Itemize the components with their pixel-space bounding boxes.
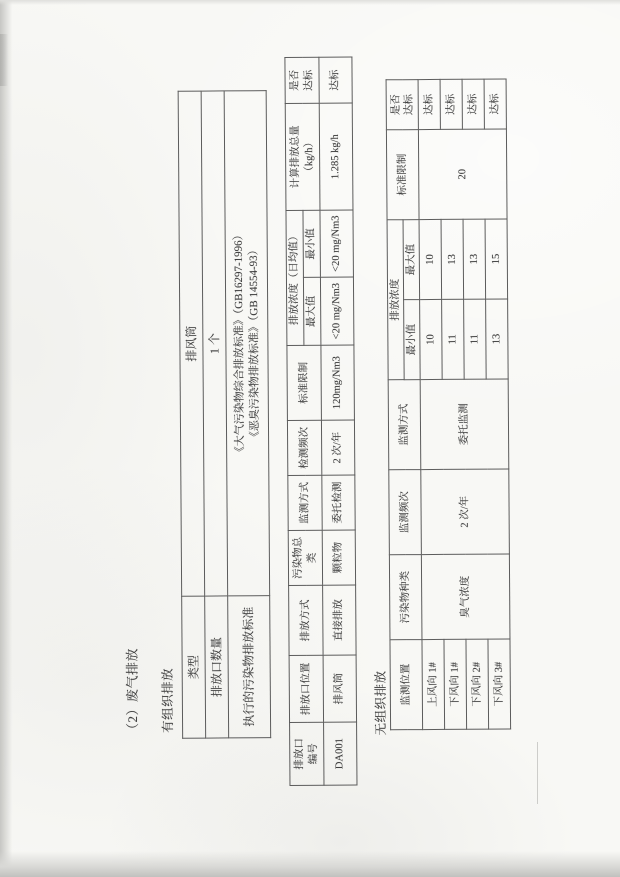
td-compliance: 达标 bbox=[418, 79, 440, 129]
summary-value-standards bbox=[224, 91, 270, 596]
td-monitoring-freq: 2 次/年 bbox=[421, 469, 510, 555]
unorganized-emission-table bbox=[386, 78, 512, 730]
scan-edge-bottom bbox=[0, 851, 620, 877]
td-min-value: 10 bbox=[420, 299, 443, 379]
table-header-row bbox=[285, 57, 307, 785]
td-max-value: 10 bbox=[419, 219, 442, 299]
standard-line-1: 《大气污染物综合排放标准》（GB16297-1996） bbox=[232, 229, 246, 458]
td-compliance: 达标 bbox=[319, 57, 352, 103]
td-monitoring-method: 委托监测 bbox=[420, 379, 509, 470]
th-monitoring-freq: 检测频次 bbox=[287, 420, 321, 475]
th-compliance bbox=[386, 80, 419, 130]
scan-edge-streak bbox=[0, 34, 9, 86]
td-compliance: 达标 bbox=[484, 79, 506, 129]
th-compliance-label: 是否达标 bbox=[289, 69, 315, 91]
td-min-value: 11 bbox=[442, 299, 465, 379]
summary-label-type: 类型 bbox=[182, 596, 206, 738]
th-outlet-no bbox=[290, 722, 324, 785]
unorganized-emission-heading: 无组织排放 bbox=[373, 670, 389, 736]
td-min-value: 13 bbox=[486, 299, 509, 379]
td-location: 上风向 1# bbox=[422, 639, 445, 729]
scan-fold-line bbox=[537, 742, 538, 804]
th-outlet-no-label: 排放口编号 bbox=[294, 738, 319, 770]
td-monitoring-method: 委托检测 bbox=[322, 475, 355, 530]
td-min-value: 11 bbox=[464, 299, 487, 379]
th-calc-total-label: 计算排放总量（kg/h） bbox=[290, 125, 315, 189]
table-row bbox=[224, 91, 271, 738]
table-row bbox=[418, 79, 445, 729]
td-location: 下风向 1# bbox=[444, 639, 467, 729]
th-calc-total bbox=[285, 103, 320, 210]
td-max-value: <20 mg/Nm3 bbox=[320, 277, 353, 345]
td-pollutant-kind: 臭气浓度 bbox=[422, 554, 511, 640]
td-max-value: 13 bbox=[463, 219, 486, 299]
th-location: 监测位置 bbox=[390, 640, 423, 730]
table-row bbox=[319, 57, 357, 785]
th-min-value: 最小值 bbox=[404, 300, 421, 380]
td-pollutant-class: 颗粒物 bbox=[322, 530, 355, 585]
summary-label-outlet-count: 排放口数量 bbox=[205, 596, 229, 738]
td-outlet-no: DA001 bbox=[324, 722, 357, 785]
td-standard-limit: 20 bbox=[419, 129, 508, 220]
table-header-row bbox=[386, 80, 407, 730]
th-standard-limit: 标准限制 bbox=[386, 130, 419, 220]
th-outlet-location: 排放口位置 bbox=[289, 655, 323, 722]
th-monitoring-method: 监测方式 bbox=[288, 475, 322, 530]
scan-edge-top bbox=[0, 0, 620, 5]
th-max-value: 最大值 bbox=[303, 277, 320, 345]
th-standard-limit: 标准限制 bbox=[287, 345, 322, 420]
td-location: 下风向 3# bbox=[488, 639, 511, 729]
summary-value-type: 排风筒 bbox=[178, 91, 205, 596]
th-concentration-group: 排放浓度 bbox=[387, 220, 404, 380]
th-discharge-mode: 排放方式 bbox=[289, 585, 323, 655]
td-monitoring-freq: 2 次/年 bbox=[321, 420, 354, 475]
section-heading: （2）废气排放 bbox=[124, 648, 141, 737]
organized-emission-table bbox=[284, 57, 357, 786]
th-pollutant-class: 污染物总类 bbox=[288, 530, 322, 585]
outlet-summary-table bbox=[178, 90, 272, 739]
scan-edge-left bbox=[0, 0, 14, 877]
td-calc-total: 1.285 kg/h bbox=[319, 103, 353, 210]
td-standard-limit: 120mg/Nm3 bbox=[321, 345, 355, 420]
td-max-value: 15 bbox=[485, 219, 508, 299]
td-discharge-mode: 直接排放 bbox=[323, 585, 356, 655]
td-compliance: 达标 bbox=[440, 79, 462, 129]
th-compliance bbox=[285, 57, 319, 103]
organized-emission-heading: 有组织排放 bbox=[160, 667, 176, 733]
td-location: 下风向 2# bbox=[466, 639, 489, 729]
td-compliance: 达标 bbox=[462, 79, 484, 129]
th-monitoring-freq: 监测频次 bbox=[389, 470, 422, 555]
td-max-value: 13 bbox=[441, 219, 464, 299]
summary-label-standards: 执行的污染物排放标准 bbox=[228, 596, 271, 738]
rotated-page-content bbox=[1, 0, 620, 875]
th-monitoring-method: 监测方式 bbox=[388, 380, 421, 470]
standard-line-2: 《恶臭污染物排放标准》（GB 14554-93） bbox=[247, 244, 261, 443]
th-compliance-label: 是否达标 bbox=[390, 94, 415, 116]
td-outlet-location: 排风筒 bbox=[323, 655, 356, 722]
th-min-value: 最小值 bbox=[303, 210, 320, 277]
td-min-value: <20 mg/Nm3 bbox=[320, 210, 353, 277]
th-max-value: 最大值 bbox=[403, 220, 420, 300]
th-pollutant-kind: 污染物种类 bbox=[389, 555, 422, 640]
summary-value-outlet-count: 1 个 bbox=[201, 91, 228, 596]
th-concentration-group: 排放浓度（日均值） bbox=[286, 210, 304, 345]
